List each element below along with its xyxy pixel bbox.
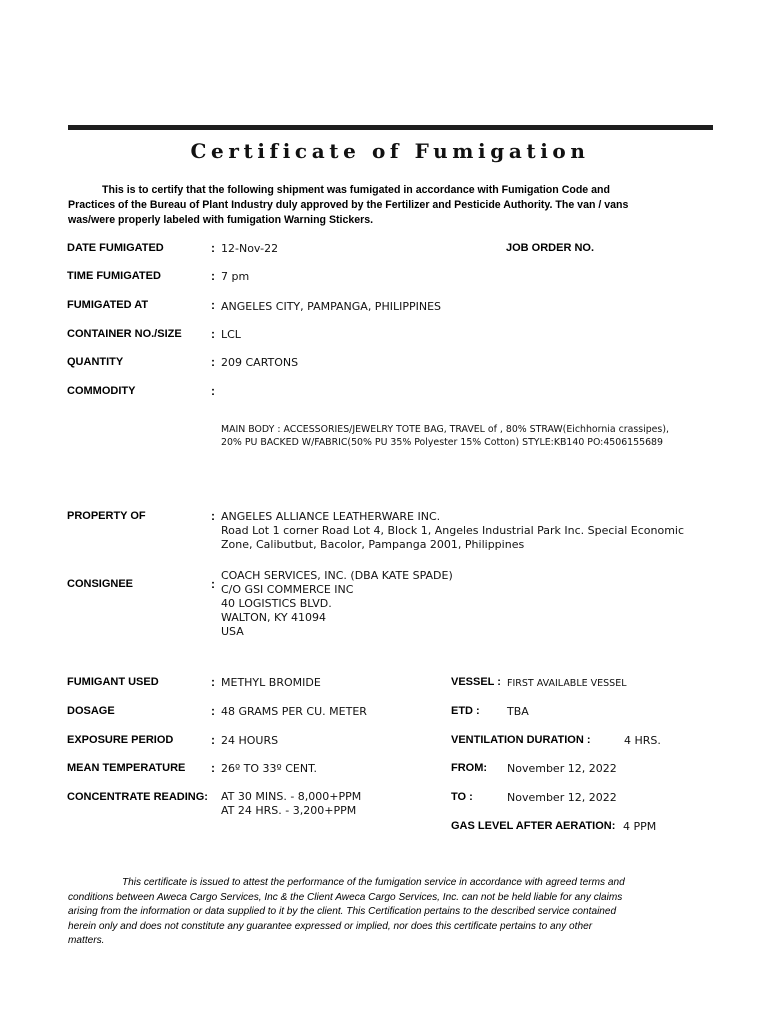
address-line: Road Lot 1 corner Road Lot 4, Block 1, Angeles Industrial Park Inc. Special Economic xyxy=(221,524,685,537)
from-value: November 12, 2022 xyxy=(507,762,617,775)
date-fumigated-value: 12-Nov-22 xyxy=(221,242,279,255)
concentrate-reading-values xyxy=(221,790,361,818)
property-of-colon: : xyxy=(211,509,215,523)
date-fumigated-colon: : xyxy=(211,241,215,255)
time-fumigated-label: TIME FUMIGATED xyxy=(67,270,161,282)
from-label: FROM: xyxy=(451,762,488,774)
to-label: TO : xyxy=(451,791,473,803)
ventilation-duration-value: 4 HRS. xyxy=(624,734,661,747)
fumigant-used-label: FUMIGANT USED xyxy=(67,676,159,688)
document-title: Certificate of Fumigation xyxy=(190,139,590,163)
reading-line: AT 30 MINS. - 8,000+PPM xyxy=(221,790,362,803)
mean-temperature-colon: : xyxy=(211,761,215,775)
fumigated-at-value: ANGELES CITY, PAMPANGA, PHILIPPINES xyxy=(221,300,442,313)
address-line: C/O GSI COMMERCE INC xyxy=(221,583,354,596)
fumigated-at-label: FUMIGATED AT xyxy=(67,299,149,311)
address-line: WALTON, KY 41094 xyxy=(221,611,327,624)
commodity-label: COMMODITY xyxy=(67,385,136,397)
time-fumigated-colon: : xyxy=(211,269,215,283)
vessel-label: VESSEL : xyxy=(451,676,501,688)
exposure-period-value: 24 HOURS xyxy=(221,734,279,747)
ventilation-duration-label: VENTILATION DURATION : xyxy=(451,734,591,746)
fumigated-at-colon: : xyxy=(211,298,215,312)
fumigant-used-colon: : xyxy=(211,675,215,689)
commodity-line: MAIN BODY : ACCESSORIES/JEWELRY TOTE BAG, TRAVEL of , 80% STRAW(Eichhornia crassipes), xyxy=(221,424,669,435)
disclaimer: This certificate is issued to attest the performance of the fumigation service in accordance with agreed terms and conditions between Aweca Cargo Services, Inc & the Client Aweca Cargo Services, Inc. can not be held liable for any claims arising from the information or data supplied to it by the client. This Certification pertains to the described service contained herein only and does not constitute any guarantee expressed or implied, nor does this certificate pertains to any other matters. xyxy=(68,877,625,946)
header-rule xyxy=(68,125,713,130)
time-fumigated-value: 7 pm xyxy=(221,270,250,283)
commodity-colon: : xyxy=(211,384,215,398)
exposure-period-colon: : xyxy=(211,733,215,747)
consignee-address xyxy=(221,569,453,639)
certification-statement: This is to certify that the following shipment was fumigated in accordance with Fumigation Code and Practices of the Bureau of Plant Industry duly approved by the Fertilizer and Pesticide Authority. The van / vans was/were properly labeled with fumigation Warning Stickers. xyxy=(68,184,629,226)
dosage-value: 48 GRAMS PER CU. METER xyxy=(221,705,367,718)
container-value: LCL xyxy=(221,328,241,341)
address-line: ANGELES ALLIANCE LEATHERWARE INC. xyxy=(221,510,441,523)
vessel-value: FIRST AVAILABLE VESSEL xyxy=(507,678,627,689)
property-of-label: PROPERTY OF xyxy=(67,510,146,522)
address-line: COACH SERVICES, INC. (DBA KATE SPADE) xyxy=(221,569,453,582)
etd-label: ETD : xyxy=(451,705,480,717)
mean-temperature-value: 26º TO 33º CENT. xyxy=(221,762,317,775)
consignee-label: CONSIGNEE xyxy=(67,578,134,590)
address-line: USA xyxy=(221,625,244,638)
quantity-label: QUANTITY xyxy=(67,356,124,368)
quantity-value: 209 CARTONS xyxy=(221,356,299,369)
property-of-address xyxy=(221,510,684,552)
address-line: 40 LOGISTICS BLVD. xyxy=(221,597,332,610)
fumigant-used-value: METHYL BROMIDE xyxy=(221,676,321,689)
job-order-label: JOB ORDER NO. xyxy=(506,242,595,254)
dosage-label: DOSAGE xyxy=(67,705,115,717)
to-value: November 12, 2022 xyxy=(507,791,617,804)
container-label: CONTAINER NO./SIZE xyxy=(67,328,182,340)
concentrate-reading-label: CONCENTRATE READING: xyxy=(67,791,208,803)
exposure-period-label: EXPOSURE PERIOD xyxy=(67,734,174,746)
mean-temperature-label: MEAN TEMPERATURE xyxy=(67,762,186,774)
container-colon: : xyxy=(211,327,215,341)
quantity-colon: : xyxy=(211,355,215,369)
gas-level-value: 4 PPM xyxy=(623,820,657,833)
reading-line: AT 24 HRS. - 3,200+PPM xyxy=(221,804,357,817)
gas-level-label: GAS LEVEL AFTER AERATION: xyxy=(451,820,616,832)
dosage-colon: : xyxy=(211,704,215,718)
commodity-line: 20% PU BACKED W/FABRIC(50% PU 35% Polyester 15% Cotton) STYLE:KB140 PO:4506155689 xyxy=(221,437,663,448)
address-line: Zone, Calibutbut, Bacolor, Pampanga 2001, Philippines xyxy=(221,538,525,551)
commodity-description xyxy=(221,423,669,449)
consignee-colon: : xyxy=(211,577,215,591)
etd-value: TBA xyxy=(507,705,529,718)
date-fumigated-label: DATE FUMIGATED xyxy=(67,242,164,254)
